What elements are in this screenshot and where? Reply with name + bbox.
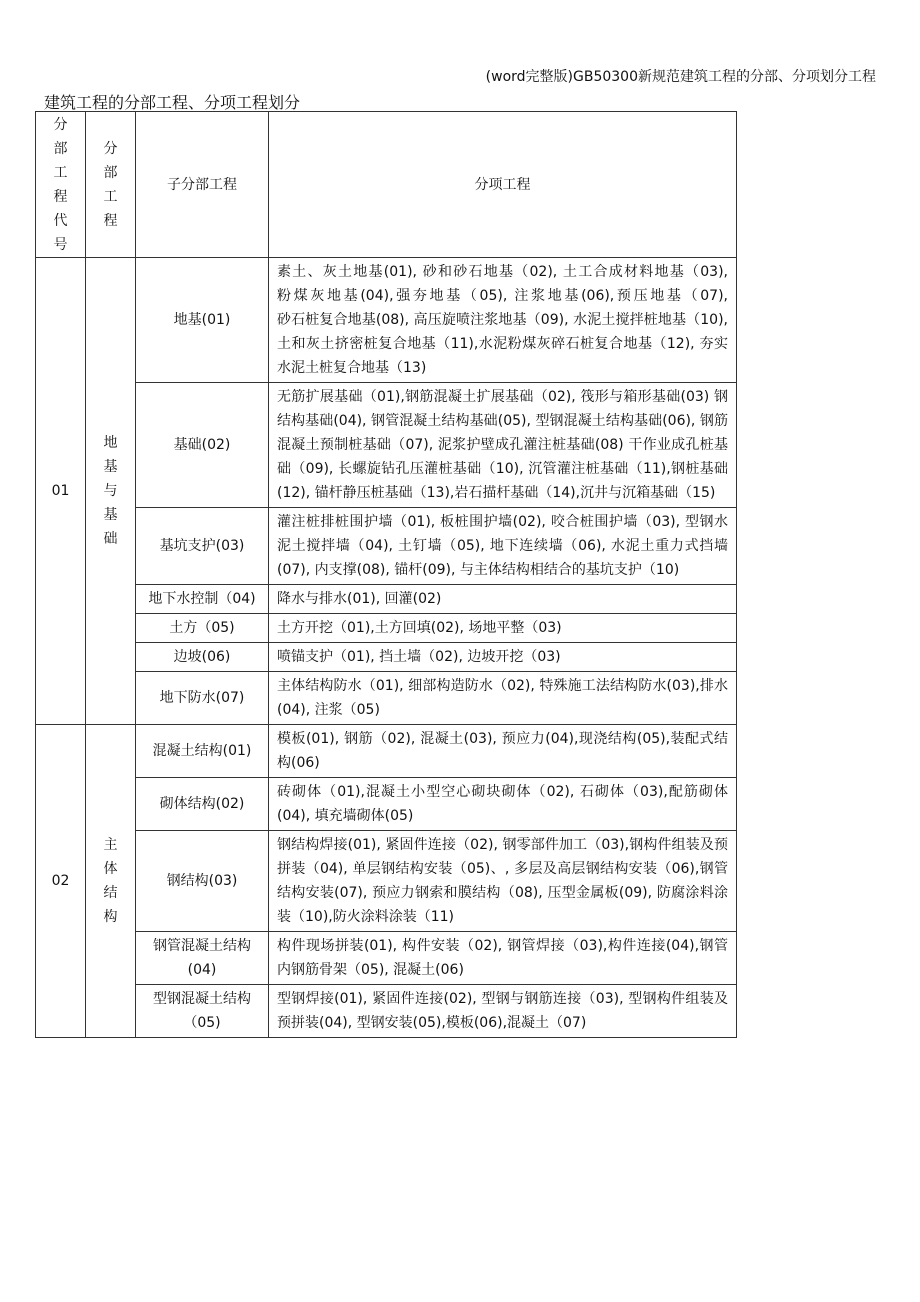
- header-division: [86, 112, 136, 258]
- header-items: 分项工程: [269, 112, 737, 258]
- subdivision-cell: 型钢混凝土结构（05): [136, 985, 269, 1038]
- division-name-label: 主体结构: [103, 837, 118, 925]
- table-row: [36, 985, 737, 1038]
- items-cell: 构件现场拼装(01), 构件安装（02), 钢管焊接（03),构件连接(04),钢管内钢筋骨架（05), 混凝土(06): [269, 932, 737, 985]
- division-name: [86, 258, 136, 725]
- items-cell: 素土、灰土地基(01), 砂和砂石地基（02), 土工合成材料地基（03), 粉煤灰地基(04),强夯地基（05), 注浆地基(06),预压地基（07), 砂石桩复合地基(08), 高压旋喷注浆地基（09), 水泥土搅拌桩地基（10), 土和灰土挤密桩复合地基（11),水泥粉煤灰碎石桩复合地基（12), 夯实水泥土桩复合地基（13): [269, 258, 737, 383]
- items-cell: 喷锚支护（01), 挡土墙（02), 边坡开挖（03): [269, 643, 737, 672]
- division-code: 02: [36, 725, 86, 1038]
- header-subdivision: 子分部工程: [136, 112, 269, 258]
- table-row: [36, 672, 737, 725]
- header-code-label: 分部工程代号: [53, 116, 68, 253]
- items-cell: 主体结构防水（01), 细部构造防水（02), 特殊施工法结构防水(03),排水(04), 注浆（05): [269, 672, 737, 725]
- document-header: (word完整版)GB50300新规范建筑工程的分部、分项划分工程: [485, 69, 876, 85]
- items-cell: 无筋扩展基础（01),钢筋混凝土扩展基础（02), 筏形与箱形基础(03) 钢结构基础(04), 钢管混凝土结构基础(05), 型钢混凝土结构基础(06), 钢筋混凝土预制桩基础（07), 泥浆护壁成孔灌注桩基础(08) 干作业成孔桩基础（09), 长螺旋钻孔压灌桩基础（10), 沉管灌注桩基础（11),钢桩基础(12), 锚杆静压桩基础（13),岩石描杆基础（14),沉井与沉箱基础（15): [269, 383, 737, 508]
- table-row: [36, 614, 737, 643]
- items-cell: 砖砌体（01),混凝土小型空心砌块砌体（02), 石砌体（03),配筋砌体(04), 填充墙砌体(05): [269, 778, 737, 831]
- subdivision-cell: 基坑支护(03): [136, 508, 269, 585]
- division-name: [86, 725, 136, 1038]
- table-row: [36, 831, 737, 932]
- table-row: [36, 643, 737, 672]
- table-row: [36, 585, 737, 614]
- division-table: [35, 111, 826, 1038]
- table-row: [36, 725, 737, 778]
- items-cell: 灌注桩排桩围护墙（01), 板桩围护墙(02), 咬合桩围护墙（03), 型钢水泥土搅拌墙（04), 土钉墙（05), 地下连续墙（06), 水泥土重力式挡墙(07), 内支撑(08), 锚杆(09), 与主体结构相结合的基坑支护（10): [269, 508, 737, 585]
- subdivision-cell: 地下水控制（04): [136, 585, 269, 614]
- division-name-label: 地基与基础: [103, 435, 118, 547]
- subdivision-cell: 基础(02): [136, 383, 269, 508]
- division-code: 01: [36, 258, 86, 725]
- subdivision-cell: 混凝土结构(01): [136, 725, 269, 778]
- subdivision-cell: 砌体结构(02): [136, 778, 269, 831]
- items-cell: 土方开挖（01),土方回填(02), 场地平整（03): [269, 614, 737, 643]
- subdivision-cell: 边坡(06): [136, 643, 269, 672]
- document-title: 建筑工程的分部工程、分项工程划分: [44, 93, 301, 112]
- items-cell: 模板(01), 钢筋（02), 混凝土(03), 预应力(04),现浇结构(05),装配式结构(06): [269, 725, 737, 778]
- header-code: [36, 112, 86, 258]
- table-header-row: [36, 112, 737, 258]
- table-row: [36, 778, 737, 831]
- items-cell: 型钢焊接(01), 紧固件连接(02), 型钢与钢筋连接（03), 型钢构件组装及预拼装(04), 型钢安装(05),模板(06),混凝土（07): [269, 985, 737, 1038]
- subdivision-cell: 钢管混凝土结构(04): [136, 932, 269, 985]
- table-row: [36, 383, 737, 508]
- header-division-label: 分部工程: [103, 140, 118, 229]
- table-row: [36, 508, 737, 585]
- table-row: [36, 932, 737, 985]
- subdivision-cell: 土方（05): [136, 614, 269, 643]
- subdivision-cell: 地下防水(07): [136, 672, 269, 725]
- items-cell: 降水与排水(01), 回灌(02): [269, 585, 737, 614]
- table-row: [36, 258, 737, 383]
- subdivision-cell: 地基(01): [136, 258, 269, 383]
- subdivision-cell: 钢结构(03): [136, 831, 269, 932]
- items-cell: 钢结构焊接(01), 紧固件连接（02), 钢零部件加工（03),钢构件组装及预拼装（04), 单层钢结构安装（05)、, 多层及高层钢结构安装（06),钢管结构安装(07), 预应力钢索和膜结构（08), 压型金属板(09), 防腐涂料涂装（10),防火涂料涂装（11): [269, 831, 737, 932]
